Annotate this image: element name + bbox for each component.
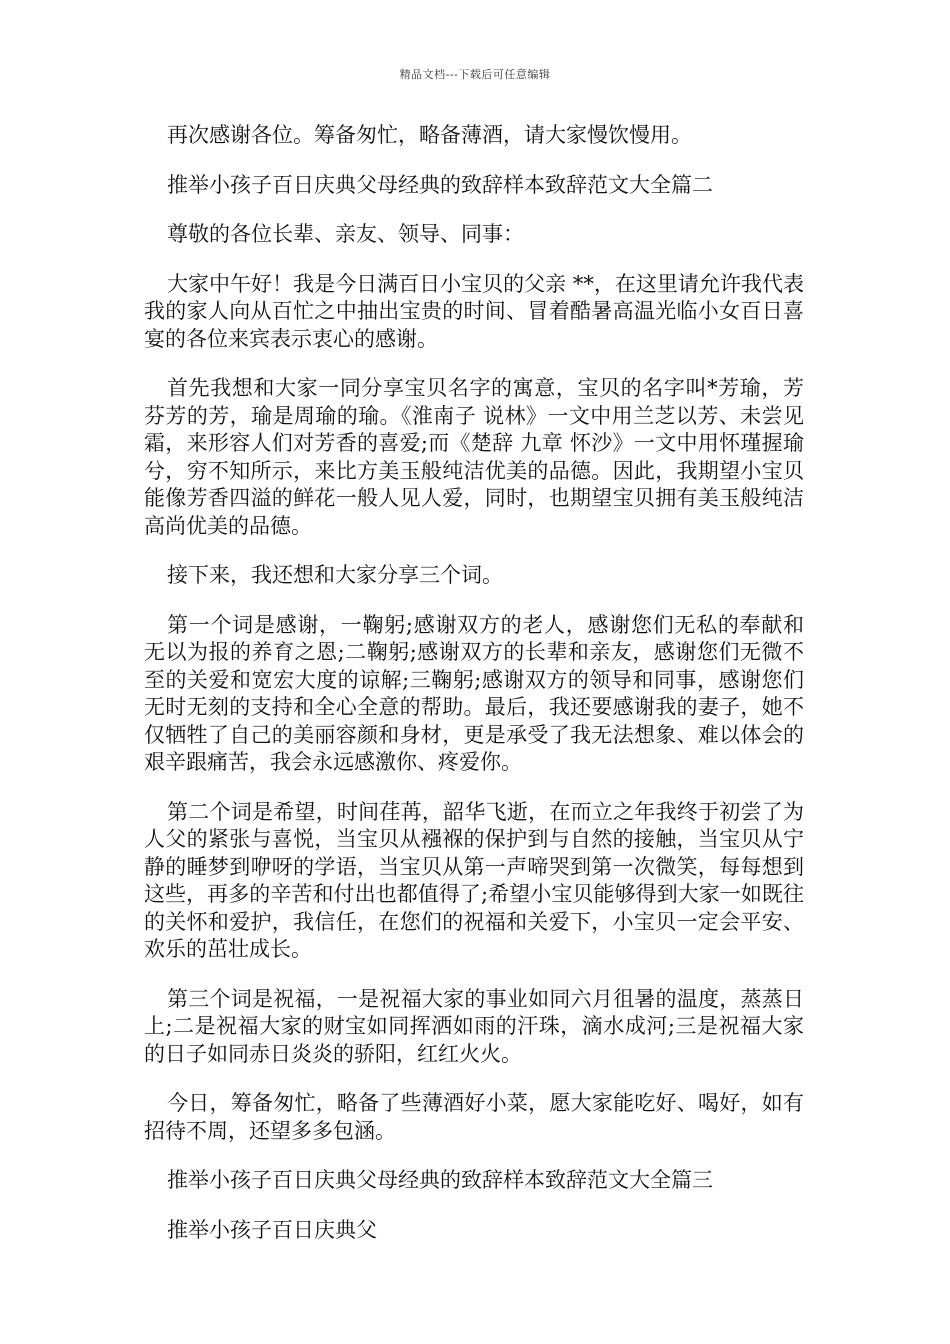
- section-heading-part-two: 推举小孩子百日庆典父母经典的致辞样本致辞范文大全篇二: [167, 172, 713, 197]
- paragraph-part-three-start: 推举小孩子百日庆典父: [167, 1217, 377, 1242]
- paragraph-name-meaning: 首先我想和大家一同分享宝贝名字的寓意，宝贝的名字叫*芳瑜，芳芬芳的芳，瑜是周瑜的瑜。《淮南子 说林》一文中用兰芝以芳、未尝见霜，来形容人们对芳香的喜爱;而《楚辞 九章 怀沙》一文中用怀瑾握瑜兮，穷不知所示，来比方美玉般纯洁优美的品德。因此，我期望小宝贝能像芳香四溢的鲜花一般人见人爱，同时，也期望宝贝拥有美玉般纯洁高尚优美的品德。: [144, 376, 804, 538]
- paragraph-closing-thanks: 再次感谢各位。筹备匆忙，略备薄酒，请大家慢饮慢用。: [167, 123, 692, 147]
- page-header: 精品文档---下载后可任意编辑: [399, 68, 551, 81]
- paragraph-greeting: 大家中午好！我是今日满百日小宝贝的父亲 **，在这里请允许我代表我的家人向从百忙之中抽出宝贵的时间、冒着酷暑高温光临小女百日喜宴的各位来宾表示衷心的感谢。: [144, 271, 804, 351]
- document-body: [144, 122, 804, 1266]
- paragraph-salutation: 尊敬的各位长辈、亲友、领导、同事：: [167, 222, 524, 246]
- paragraph-closing: 今日，筹备匆忙，略备了些薄酒好小菜，愿大家能吃好、喝好，如有招待不周，还望多多包涵。: [144, 1091, 804, 1143]
- paragraph-word-blessing: 第三个词是祝福，一是祝福大家的事业如同六月徂暑的温度，蒸蒸日上;二是祝福大家的财宝如同挥洒如雨的汗珠，滴水成河;三是祝福大家的日子如同赤日炎炎的骄阳，红红火火。: [144, 986, 804, 1066]
- paragraph-word-thanks: 第一个词是感谢，一鞠躬;感谢双方的老人，感谢您们无私的奉献和无以为报的养育之恩;二鞠躬;感谢双方的长辈和亲友，感谢您们无微不至的关爱和宽宏大度的谅解;三鞠躬;感谢双方的领导和同事，感谢您们无时无刻的支持和全心全意的帮助。最后，我还要感谢我的妻子，她不仅牺牲了自己的美丽容颜和身材，更是承受了我无法想象、难以体会的艰辛跟痛苦，我会永远感激你、疼爱你。: [144, 612, 804, 774]
- paragraph-three-words-intro: 接下来，我还想和大家分享三个词。: [167, 563, 503, 587]
- section-heading-part-three: 推举小孩子百日庆典父母经典的致辞样本致辞范文大全篇三: [167, 1168, 713, 1192]
- paragraph-word-hope: 第二个词是希望，时间荏苒，韶华飞逝，在而立之年我终于初尝了为人父的紧张与喜悦，当宝贝从襁褓的保护到与自然的接触，当宝贝从宁静的睡梦到咿呀的学语，当宝贝从第一声啼哭到第一次微笑，每每想到这些，再多的辛苦和付出也都值得了;希望小宝贝能够得到大家一如既往的关怀和爱护，我信任，在您们的祝福和关爱下，小宝贝一定会平安、欢乐的茁壮成长。: [144, 799, 804, 961]
